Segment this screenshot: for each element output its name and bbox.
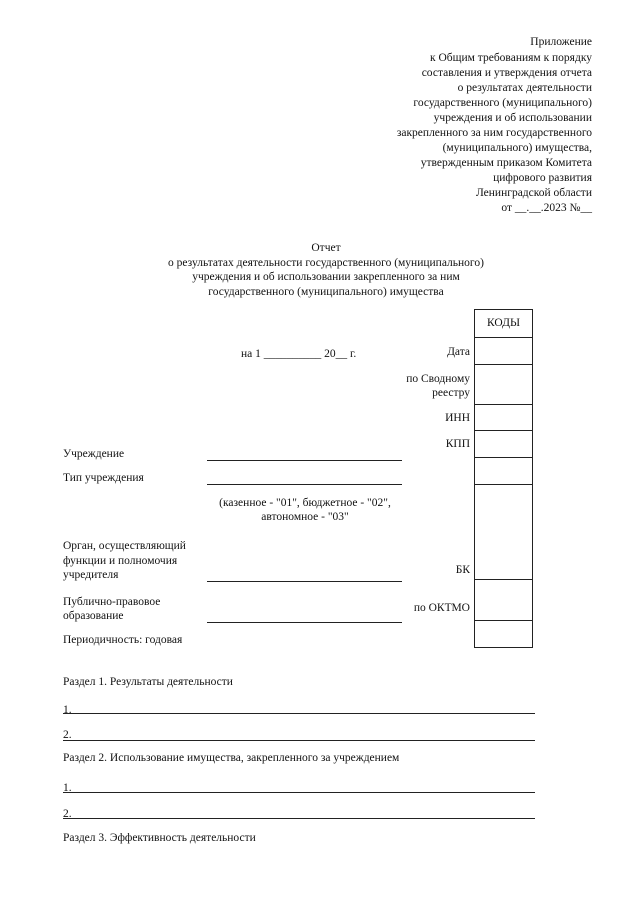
kpp-code-cell[interactable]: [475, 430, 532, 457]
appendix-line: учреждения и об использовании: [433, 112, 592, 124]
section-item-number: 2.: [63, 808, 72, 820]
type-code-cell[interactable]: [475, 457, 532, 484]
appendix-line: закрепленного за ним государственного: [396, 127, 592, 139]
date-code-label: Дата: [447, 346, 470, 358]
appendix-line: Приложение: [530, 36, 592, 48]
municipality-fill-line[interactable]: [207, 622, 402, 623]
institution-type-hint: (казенное - "01", бюджетное - "02",: [219, 497, 391, 509]
codes-header: КОДЫ: [487, 317, 520, 329]
municipality-label: образование: [63, 610, 124, 622]
section-title: Раздел 3. Эффективность деятельности: [63, 832, 256, 844]
founder-label: Орган, осуществляющий: [63, 540, 186, 552]
section-item-number: 1.: [63, 704, 72, 716]
inn-code-label: ИНН: [445, 412, 470, 424]
institution-fill-line[interactable]: [207, 460, 402, 461]
section-item-line[interactable]: [63, 818, 535, 819]
title-line: о результатах деятельности государственного (муниципального): [168, 257, 484, 269]
founder-label: учредителя: [63, 569, 119, 581]
inn-code-cell[interactable]: [475, 404, 532, 430]
periodicity-label: Периодичность: годовая: [63, 634, 183, 646]
date-code-cell[interactable]: [475, 337, 532, 364]
municipality-label: Публично-правовое: [63, 596, 161, 608]
founder-fill-line[interactable]: [207, 581, 402, 582]
appendix-line: к Общим требованиям к порядку: [430, 52, 592, 64]
oktmo-code-cell[interactable]: [475, 579, 532, 620]
kpp-code-label: КПП: [445, 438, 470, 450]
institution-type-fill-line[interactable]: [207, 484, 402, 485]
appendix-line: цифрового развития: [493, 172, 592, 184]
title-line: государственного (муниципального) имущества: [208, 286, 444, 298]
registry-code-cell[interactable]: [475, 364, 532, 404]
appendix-line: о результатах деятельности: [457, 82, 592, 94]
founder-label: функции и полномочия: [63, 555, 178, 567]
institution-type-hint: автономное - "03": [261, 511, 349, 523]
title-line: учреждения и об использовании закрепленного за ним: [192, 271, 460, 283]
registry-code-label: реестру: [432, 387, 470, 399]
report-date-line: на 1 __________ 20__ г.: [241, 348, 357, 360]
oktmo-code-label: по ОКТМО: [413, 602, 470, 614]
section-item-number: 1.: [63, 782, 72, 794]
appendix-line: от __.__.2023 №__: [501, 202, 592, 214]
appendix-line: Ленинградской области: [475, 187, 592, 199]
appendix-line: (муниципального) имущества,: [442, 142, 592, 154]
section-item-number: 2.: [63, 729, 72, 741]
bk-code-cell[interactable]: [475, 484, 532, 579]
codes-table: [474, 309, 533, 648]
institution-label: Учреждение: [63, 448, 125, 460]
section-title: Раздел 1. Результаты деятельности: [63, 676, 233, 688]
appendix-line: государственного (муниципального): [413, 97, 592, 109]
section-item-line[interactable]: [63, 740, 535, 741]
section-item-line[interactable]: [63, 713, 535, 714]
title-line: Отчет: [311, 242, 341, 254]
section-title: Раздел 2. Использование имущества, закрепленного за учреждением: [63, 752, 400, 764]
registry-code-label: по Сводному: [406, 373, 470, 385]
periodicity-code-cell[interactable]: [475, 620, 532, 647]
institution-type-label: Тип учреждения: [63, 472, 144, 484]
section-item-line[interactable]: [63, 792, 535, 793]
bk-code-label: БК: [455, 564, 470, 576]
appendix-line: утвержденным приказом Комитета: [420, 157, 592, 169]
appendix-line: составления и утверждения отчета: [421, 67, 592, 79]
